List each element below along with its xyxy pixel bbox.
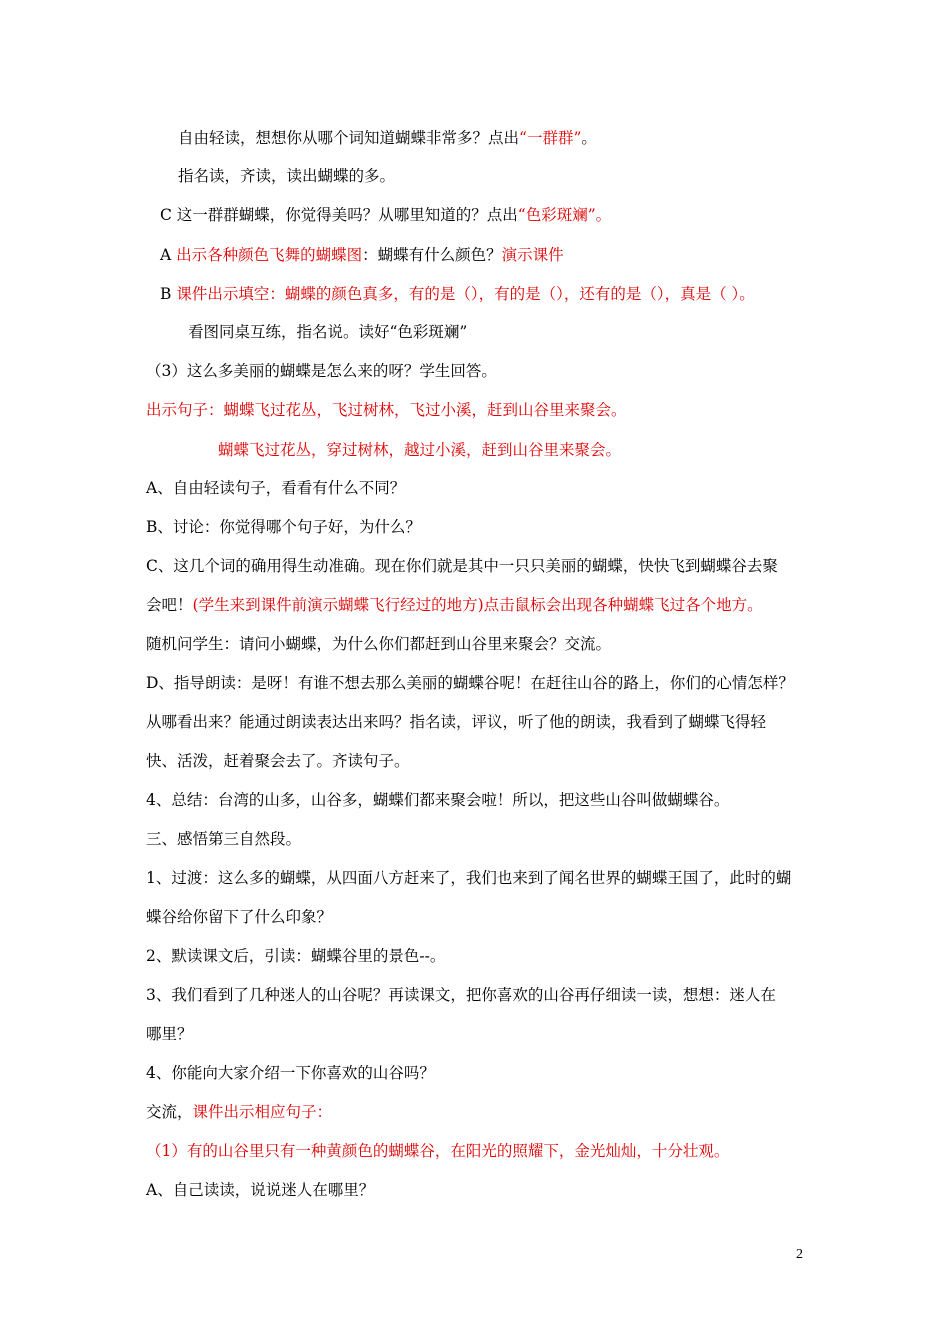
text-line xyxy=(146,673,794,693)
body-text: A、自己读读，说说迷人在哪里？ xyxy=(146,1181,375,1199)
body-text: 快、活泼，赶着聚会去了。齐读句子。 xyxy=(146,752,410,770)
text-line xyxy=(146,790,729,810)
highlighted-text: 课件出示填空：蝴蝶的颜色真多，有的是（），有的是（），还有的是（），真是（ ）。 xyxy=(176,285,755,303)
body-text: A、自由轻读句子，看看有什么不同？ xyxy=(146,479,406,497)
text-line xyxy=(160,245,564,265)
text-line xyxy=(146,1063,435,1083)
text-line xyxy=(146,478,405,498)
text-line xyxy=(160,284,755,304)
highlighted-text: “一群群” xyxy=(519,129,582,147)
body-text: 交流， xyxy=(146,1103,193,1121)
highlighted-text: 演示课件 xyxy=(501,246,564,264)
text-line xyxy=(146,400,627,420)
highlighted-text: (学生来到课件前演示蝴蝶飞行经过的地方)点击鼠标会出现各种蝴蝶飞过各个地方。 xyxy=(192,596,763,614)
body-text: 4、总结：台湾的山多，山谷多，蝴蝶们都来聚会啦！所以，把这些山谷叫做蝴蝶谷。 xyxy=(146,791,730,809)
body-text: 3、我们看到了几种迷人的山谷呢？再读课文，把你喜欢的山谷再仔细读一读，想想：迷人在 xyxy=(146,986,776,1004)
highlighted-text: “色彩斑斓”。 xyxy=(517,206,612,224)
text-line xyxy=(146,517,421,537)
highlighted-text: 课件出示相应句子： xyxy=(192,1103,333,1121)
body-text: （3）这么多美丽的蝴蝶是怎么来的呀？学生回答。 xyxy=(146,362,497,380)
page-number: 2 xyxy=(796,1247,803,1262)
body-text: ：蝴蝶有什么颜色？ xyxy=(362,246,502,264)
text-line xyxy=(146,907,332,927)
text-line xyxy=(178,166,395,186)
body-text: 4、你能向大家介绍一下你喜欢的山谷吗？ xyxy=(146,1064,435,1082)
text-line xyxy=(146,1180,374,1200)
body-text: 随机问学生：请问小蝴蝶，为什么你们都赶到山谷里来聚会？交流。 xyxy=(146,635,612,653)
text-line xyxy=(146,868,791,888)
body-text: C、这几个词的确用得生动准确。现在你们就是其中一只只美丽的蝴蝶，快快飞到蝴蝶谷去聚 xyxy=(146,557,778,575)
text-line xyxy=(146,595,763,615)
text-line xyxy=(146,361,497,381)
text-line xyxy=(146,634,611,654)
text-line xyxy=(146,1102,332,1122)
body-text: 2、默读课文后，引读：蝴蝶谷里的景色--。 xyxy=(146,947,446,965)
text-line xyxy=(188,322,467,342)
body-text: 指名读，齐读，读出蝴蝶的多。 xyxy=(178,167,396,185)
text-line xyxy=(146,985,776,1005)
text-line xyxy=(146,946,445,966)
body-text: 哪里？ xyxy=(146,1025,193,1043)
text-line xyxy=(146,751,410,771)
highlighted-text: 蝴蝶飞过花丛，穿过树林，越过小溪，赶到山谷里来聚会。 xyxy=(218,441,622,459)
highlighted-text: 出示句子：蝴蝶飞过花丛，飞过树林，飞过小溪，赶到山谷里来聚会。 xyxy=(146,401,627,419)
body-text: 三、感悟第三自然段。 xyxy=(146,830,302,848)
body-text: B xyxy=(160,285,177,303)
text-line xyxy=(146,1141,729,1161)
text-line xyxy=(146,712,766,732)
body-text: 看图同桌互练，指名说。读好“色彩斑斓” xyxy=(188,323,468,341)
body-text: 蝶谷给你留下了什么印象？ xyxy=(146,908,333,926)
body-text: 从哪看出来？能通过朗读表达出来吗？指名读，评议，听了他的朗读，我看到了蝴蝶飞得轻 xyxy=(146,713,767,731)
text-line xyxy=(146,1024,193,1044)
body-text: D、指导朗读：是呀！有谁不想去那么美丽的蝴蝶谷呢！在赶往山谷的路上，你们的心情怎样？ xyxy=(146,674,794,692)
highlighted-text: （1）有的山谷里只有一种黄颜色的蝴蝶谷，在阳光的照耀下，金光灿灿，十分壮观。 xyxy=(146,1142,730,1160)
body-text: B、讨论：你觉得哪个句子好，为什么？ xyxy=(146,518,421,536)
body-text: C 这一群群蝴蝶，你觉得美吗？从哪里知道的？点出 xyxy=(160,206,518,224)
text-line xyxy=(146,829,301,849)
body-text: 1、过渡：这么多的蝴蝶，从四面八方赶来了，我们也来到了闻名世界的蝴蝶王国了，此时的蝴 xyxy=(146,869,792,887)
body-text: A xyxy=(160,246,177,264)
highlighted-text: 出示各种颜色飞舞的蝴蝶图 xyxy=(176,246,363,264)
body-text: 。 xyxy=(581,129,597,147)
text-line xyxy=(178,128,597,148)
text-line xyxy=(160,205,611,225)
body-text: 会吧！ xyxy=(146,596,193,614)
text-line xyxy=(146,556,778,576)
text-line xyxy=(218,440,621,460)
body-text: 自由轻读，想想你从哪个词知道蝴蝶非常多？点出 xyxy=(178,129,520,147)
